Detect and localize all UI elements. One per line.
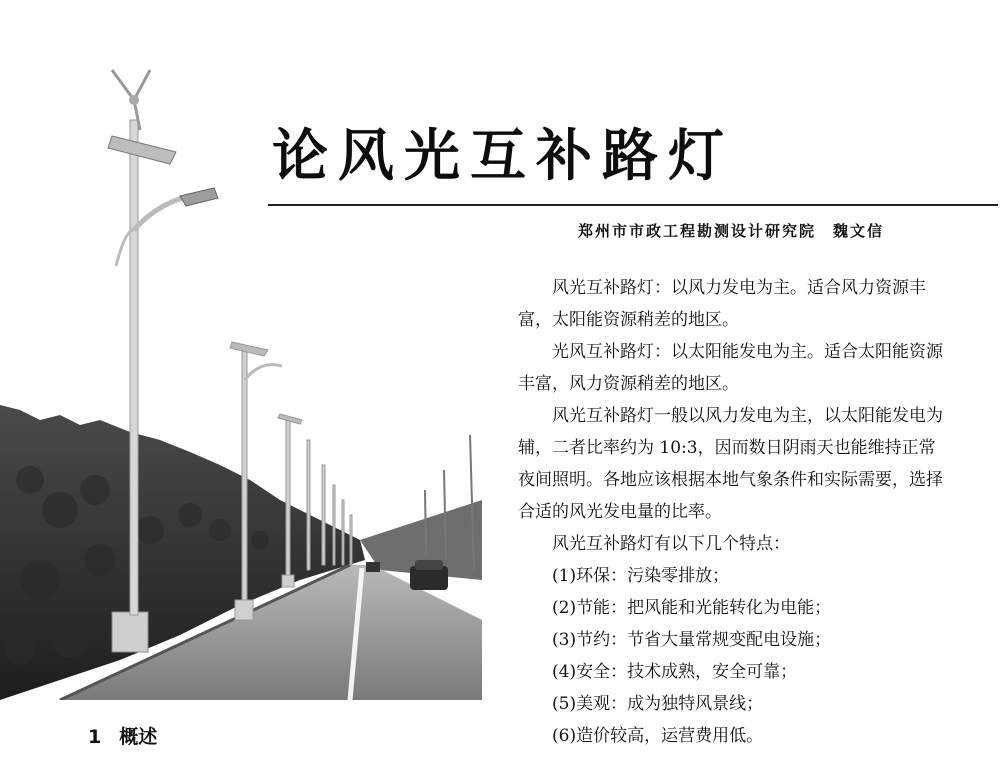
feature-item: (3)节约：节省大量常规变配电设施； [552, 630, 832, 650]
paragraph: 风光互补路灯一般以风力发电为主，以太阳能发电为辅，二者比率约为 10:3，因而数日阴雨天也能维持正常夜间照明。各地应该根据本地气象条件和实际需要，选择合适的风光发电量的比率。 [518, 406, 943, 522]
paragraph: 光风互补路灯：以太阳能发电为主。适合太阳能资源丰富，风力资源稍差的地区。 [518, 342, 943, 394]
feature-item: (6)造价较高，运营费用低。 [552, 726, 764, 746]
article-body [518, 272, 948, 752]
article-title: 论风光互补路灯 [272, 123, 734, 189]
section-title: 概述 [119, 726, 158, 748]
section-heading [88, 722, 157, 749]
author-line: 郑州市市政工程勘测设计研究院 魏文信 [578, 222, 885, 240]
title-divider [268, 204, 998, 206]
feature-item: (5)美观：成为独特风景线； [552, 694, 764, 714]
paragraph: 风光互补路灯有以下几个特点： [552, 534, 790, 554]
feature-item: (4)安全：技术成熟，安全可靠； [552, 662, 798, 682]
feature-item: (2)节能：把风能和光能转化为电能； [552, 598, 832, 618]
feature-item: (1)环保：污染零排放； [552, 566, 730, 586]
section-number: 1 [88, 726, 102, 748]
paragraph: 风光互补路灯：以风力发电为主。适合风力资源丰富，太阳能资源稍差的地区。 [518, 278, 926, 330]
